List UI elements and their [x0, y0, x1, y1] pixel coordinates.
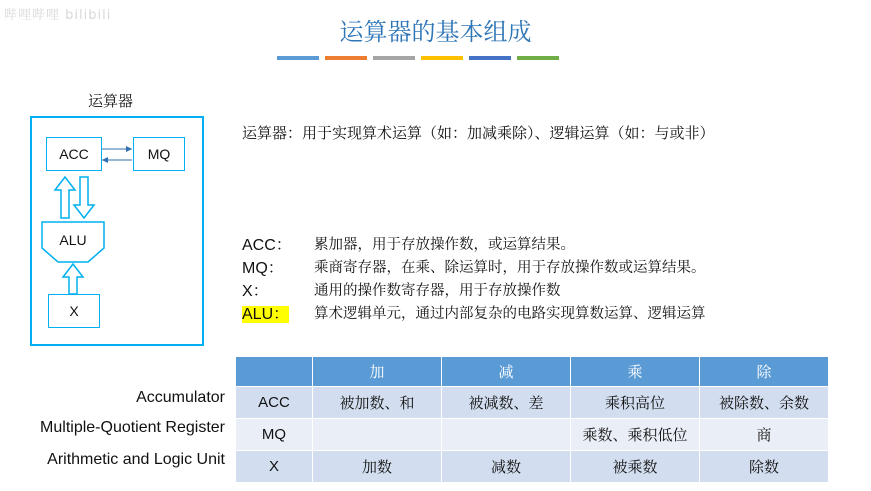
legend-key-highlighted — [242, 303, 314, 326]
highlight-mark: ALU： — [242, 306, 290, 323]
x-register: X — [48, 294, 100, 328]
row-label-alu: Arithmetic and Logic Unit — [47, 451, 225, 468]
table-header-row — [236, 357, 829, 387]
diagram-connectors — [0, 0, 240, 360]
legend-key: MQ： — [242, 260, 284, 277]
table-header: 除 — [700, 357, 829, 387]
table-cell: 商 — [700, 419, 829, 451]
register-legend — [242, 234, 706, 326]
legend-key: ACC： — [242, 237, 292, 254]
table-cell: 被加数、和 — [313, 387, 442, 419]
row-label-mq: Multiple-Quotient Register — [40, 419, 225, 436]
legend-text: 累加器，用于存放操作数，或运算结果。 — [314, 237, 575, 253]
table-cell — [313, 419, 442, 451]
legend-text: 算术逻辑单元，通过内部复杂的电路实现算数运算、逻辑运算 — [314, 306, 706, 322]
table-cell: 乘积高位 — [571, 387, 700, 419]
table-row — [236, 387, 829, 419]
table-header: 减 — [442, 357, 571, 387]
table-cell: 减数 — [442, 451, 571, 483]
x-to-alu-arrow — [63, 264, 83, 294]
accent-bar — [469, 56, 511, 60]
legend-row-alu — [242, 303, 706, 326]
accent-color-bars — [277, 56, 559, 60]
legend-key: X： — [242, 283, 269, 300]
table-row — [236, 419, 829, 451]
accent-bar — [517, 56, 559, 60]
table-cell: 乘数、乘积低位 — [571, 419, 700, 451]
table-header: 乘 — [571, 357, 700, 387]
legend-row-x — [242, 280, 706, 303]
acc-register: ACC — [46, 137, 102, 171]
page-title: 运算器的基本组成 — [339, 18, 532, 46]
mq-register: MQ — [133, 137, 185, 171]
table-cell: 被乘数 — [571, 451, 700, 483]
table-header — [236, 357, 313, 387]
table-cell: ACC — [236, 387, 313, 419]
diagram-caption: 运算器 — [88, 92, 134, 110]
table-cell: 被除数、余数 — [700, 387, 829, 419]
table-header: 加 — [313, 357, 442, 387]
watermark: 哔哩哔哩 bilibili — [4, 8, 112, 23]
row-label-accumulator: Accumulator — [136, 389, 225, 406]
accent-bar — [277, 56, 319, 60]
legend-row-acc — [242, 234, 706, 257]
acc-to-alu-arrow — [74, 177, 94, 218]
table-cell: 除数 — [700, 451, 829, 483]
legend-text: 通用的操作数寄存器，用于存放操作数 — [314, 283, 561, 299]
legend-text: 乘商寄存器，在乘、除运算时，用于存放操作数或运算结果。 — [314, 260, 706, 276]
table-row — [236, 451, 829, 483]
accent-bar — [373, 56, 415, 60]
legend-row-mq — [242, 257, 706, 280]
table-cell: MQ — [236, 419, 313, 451]
alu-description: 运算器：用于实现算术运算（如：加减乘除）、逻辑运算（如：与或非） — [242, 124, 715, 142]
accent-bar — [421, 56, 463, 60]
table-cell: 加数 — [313, 451, 442, 483]
alu-label: ALU — [59, 232, 87, 248]
accent-bar — [325, 56, 367, 60]
table-cell: 被减数、差 — [442, 387, 571, 419]
table-cell: X — [236, 451, 313, 483]
register-usage-table — [235, 356, 829, 483]
table-cell — [442, 419, 571, 451]
alu-to-acc-arrow — [55, 177, 75, 218]
